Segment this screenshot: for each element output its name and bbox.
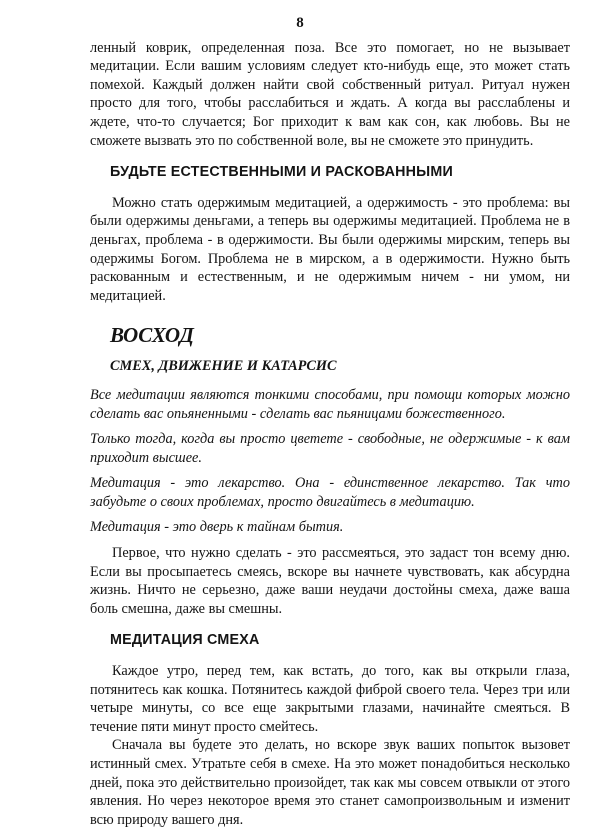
quote-3: Медитация - это лекарство. Она - единственное лекарство. Так что забудьте о своих проблемах, просто двигайтесь в медитацию. bbox=[90, 475, 570, 510]
intro-paragraph: ленный коврик, определенная поза. Все это помогает, но не вызывает медитации. Если вашим условиям следует кто-нибудь еще, это может стать помехой. Каждый должен найти свой собственный ритуал. Ритуал нужен просто для того, чтобы расслабиться и ждать. А когда вы расслаблены и ждете, что-то случается; Бог приходит к вам как сон, как любовь. Вы не сможете вызвать это по собственной воле, вы не сможете это принудить. bbox=[90, 39, 570, 149]
laughter-paragraph-2: Сначала вы будете это делать, но вскоре звук ваших попыток вызовет истинный смех. Утратьте себя в смехе. На это может понадобиться несколько дней, пока это действительно произойдет, так как мы совсем отвыкли от этого явления. Но через некоторое время это станет самопроизвольным и изменит всю природу вашего дня. bbox=[90, 737, 570, 828]
chapter-paragraph: Первое, что нужно сделать - это рассмеяться, это задаст тон всему дню. Если вы просыпаетесь смеясь, вскоре вы начнете чувствовать, как абсурдна жизнь. Ничто не серьезно, даже ваши неудачи достойны смеха, даже ваша боль смешна, даже вы смешны. bbox=[90, 545, 570, 617]
chapter-subtitle: СМЕХ, ДВИЖЕНИЕ И КАТАРСИС bbox=[110, 358, 337, 375]
quote-2: Только тогда, когда вы просто цветете - свободные, не одержимые - к вам приходит высшее. bbox=[90, 431, 570, 466]
quote-4: Медитация - это дверь к тайнам бытия. bbox=[90, 519, 344, 536]
section-heading-laughter: МЕДИТАЦИЯ СМЕХА bbox=[110, 632, 260, 649]
chapter-title: ВОСХОД bbox=[110, 323, 194, 348]
laughter-paragraph-1: Каждое утро, перед тем, как встать, до того, как вы открыли глаза, потянитесь как кошка. Потянитесь каждой фиброй своего тела. Через три или четыре минуты, со все еще закрытыми глазами, начинайте смеяться. В течение пяти минут просто смейтесь. bbox=[90, 663, 570, 735]
section-heading-natural: БУДЬТЕ ЕСТЕСТВЕННЫМИ И РАСКОВАННЫМИ bbox=[110, 164, 453, 181]
page-number: 8 bbox=[296, 15, 304, 31]
natural-paragraph: Можно стать одержимым медитацией, а одержимость - это проблема: вы были одержимы деньгами, а теперь вы одержимы медитацией. Проблема не в деньгах, проблема - в одержимости. Вы были одержимы мирским, теперь вы одержимы Богом. Проблема не в мирском, а в одержимости. Нужно быть раскованным и естественным, и не одержимым ничем - ни умом, ни медитацией. bbox=[90, 194, 570, 304]
quote-1: Все медитации являются тонкими способами, при помощи которых можно сделать вас опьяненными - сделать вас пьяницами божественного. bbox=[90, 386, 570, 422]
